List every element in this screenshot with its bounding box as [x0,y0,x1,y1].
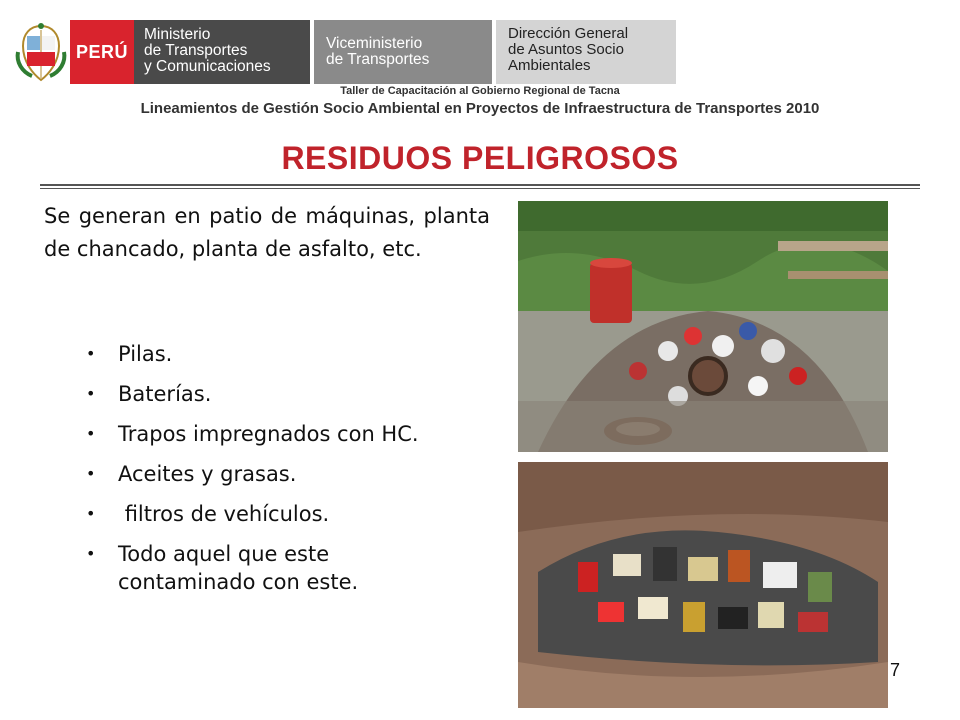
direction-name: Dirección General de Asuntos Socio Ambientales [508,25,629,74]
bullet-icon: • [86,544,96,563]
photo-waste-in-pit [518,462,888,708]
bullet-list [86,340,446,608]
list-item: • Aceites y grasas. [86,462,297,486]
slide-title: RESIDUOS PELIGROSOS [281,140,679,176]
bullet-icon: • [86,384,96,403]
guidelines-subtitle: Lineamientos de Gestión Socio Ambiental en Proyectos de Infraestructura de Transportes 2010 [140,100,820,117]
bullet-icon: • [86,504,96,523]
intro-paragraph: Se generan en patio de máquinas, planta de chancado, planta de asfalto, etc. [44,204,490,261]
peru-wordmark: PERÚ [75,42,128,62]
list-item: • filtros de vehículos. [86,502,330,526]
viceministry-name: Viceministerio de Transportes [326,35,430,68]
bullet-icon: • [86,464,96,483]
ministry-name: Ministerio de Transportes y Comunicaciones [144,26,271,75]
bullet-icon: • [86,344,96,363]
title-divider-thin [40,188,920,189]
page-number: 7 [890,660,901,680]
title-divider [40,184,920,186]
workshop-subtitle: Taller de Capacitación al Gobierno Regional de Tacna [340,85,620,97]
list-item: • Baterías. [86,382,212,406]
list-item: • Trapos impregnados con HC. [86,422,419,446]
ministry-logo-block [70,20,310,84]
viceministry-logo-block [314,20,492,84]
list-item: • Pilas. [86,342,173,366]
photo-waste-pile-outdoors [518,201,888,452]
bullet-icon: • [86,424,96,443]
list-item: • Todo aquel que este contaminado con este. [86,542,359,594]
direction-logo-block [496,20,676,84]
peru-coat-of-arms-logo [14,22,68,84]
